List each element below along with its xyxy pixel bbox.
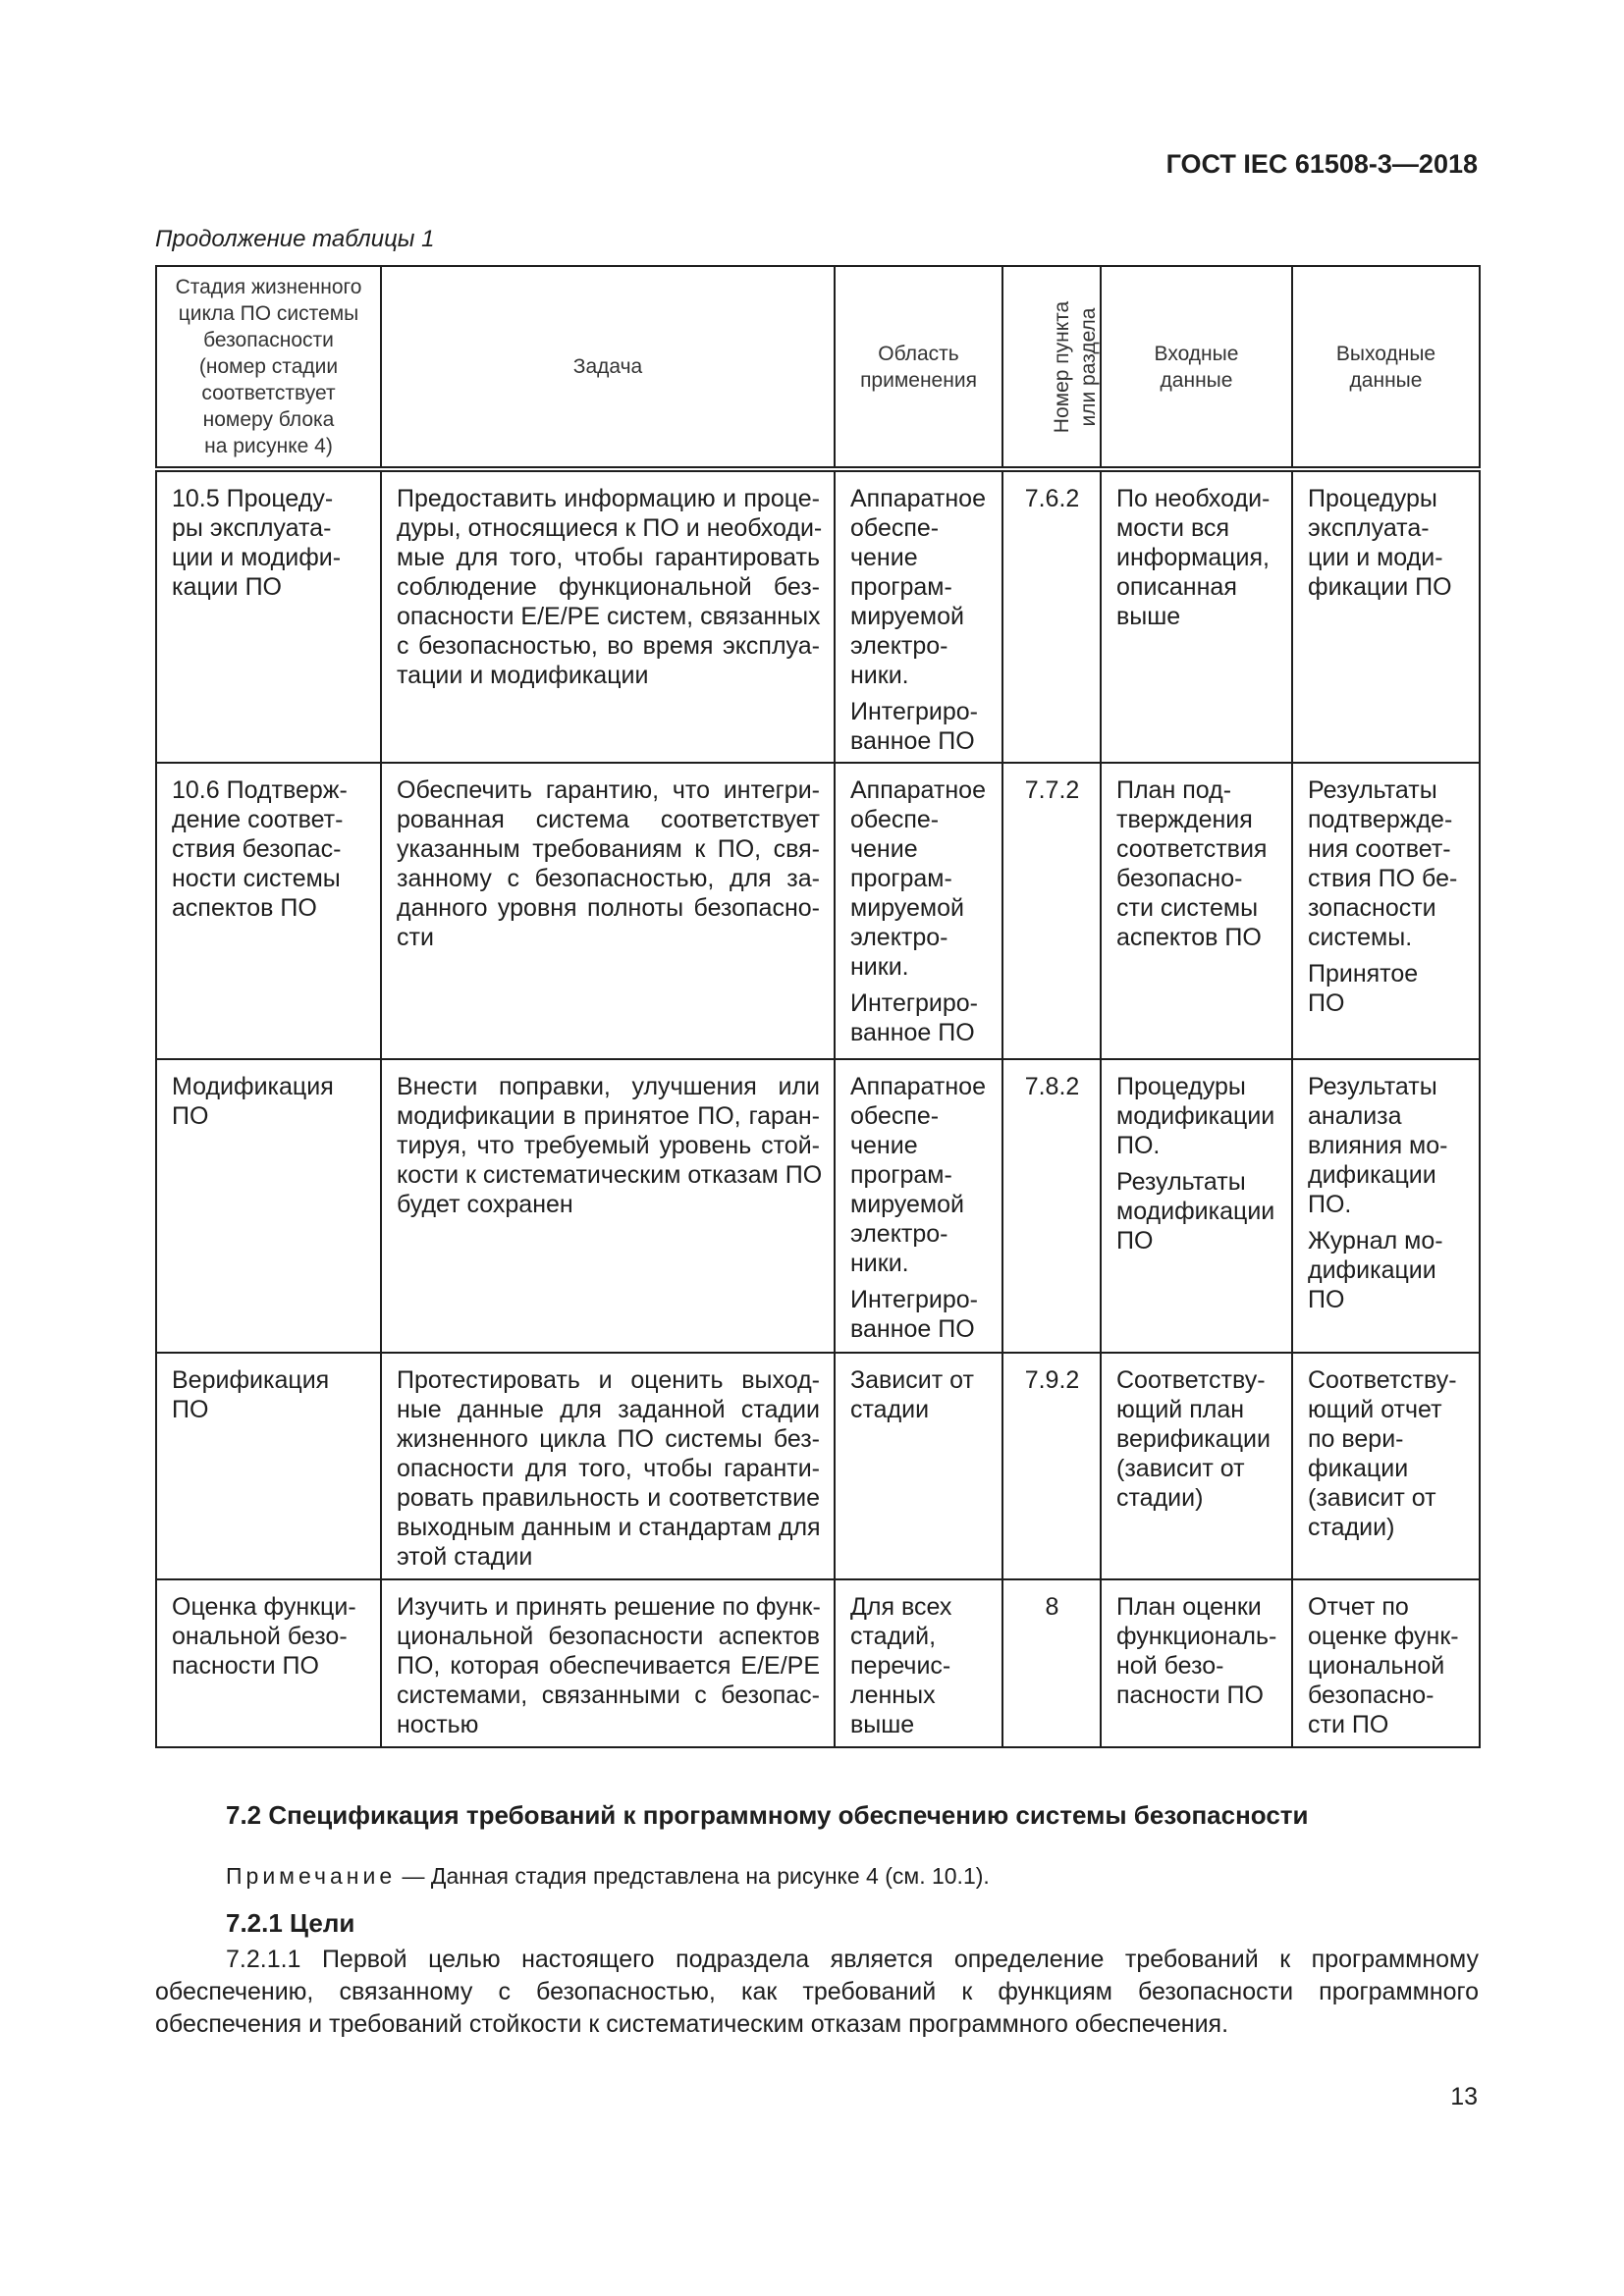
cell-line: стадии) — [1116, 1484, 1204, 1512]
header-line: или раздела — [1077, 307, 1101, 427]
section-heading: 7.2 Спецификация требований к программному обеспечению системы безопасности — [226, 1800, 1309, 1830]
cell-line: аспектов ПО — [1116, 924, 1262, 951]
cell-line: занному с безопасностью, для за- — [397, 865, 820, 892]
cell-line: 10.5 Процеду- — [172, 485, 334, 512]
lifecycle-table — [155, 265, 1481, 1748]
header-line: применения — [860, 368, 977, 392]
cell-line: ники. — [850, 662, 909, 689]
cell-line: Протестировать и оценить выход- — [397, 1366, 820, 1394]
column-header-scope — [835, 266, 1002, 469]
cell-task — [381, 469, 835, 763]
cell-line: програм- — [850, 865, 952, 892]
cell-line: модификации — [1116, 1102, 1275, 1130]
header-line: на рисунке 4) — [204, 435, 333, 457]
cell-line: мируемой — [850, 603, 964, 630]
cell-line: дение соответ- — [172, 806, 344, 833]
cell-line: дуры, относящиеся к ПО и необходи- — [397, 514, 823, 542]
cell-line: фикации ПО — [1308, 573, 1452, 601]
cell-paragraph — [1308, 1072, 1465, 1219]
table-row — [156, 469, 1480, 763]
cell-task — [381, 1059, 835, 1353]
cell-line: ПО — [172, 1396, 209, 1423]
cell-line: Процедуры — [1116, 1073, 1246, 1100]
cell-line: чение — [850, 1132, 918, 1159]
cell-line: 10.6 Подтверж- — [172, 776, 348, 804]
standard-designation: ГОСТ IEC 61508-3—2018 — [1165, 149, 1478, 179]
table-caption: Продолжение таблицы 1 — [155, 226, 435, 252]
cell-line: Аппаратное — [850, 776, 986, 804]
cell-line: Для всех — [850, 1593, 952, 1621]
cell-line: влияния мо- — [1308, 1132, 1448, 1159]
cell-line: информация, — [1116, 544, 1271, 571]
cell-inputs — [1101, 469, 1292, 763]
cell-line: опасности для того, чтобы гаранти- — [397, 1455, 820, 1482]
cell-line: циональной — [1308, 1652, 1445, 1680]
cell-line: По необходи- — [1116, 485, 1271, 512]
cell-paragraph — [1116, 1167, 1277, 1255]
cell-line: тации и модификации — [397, 662, 649, 689]
cell-line: обеспе- — [850, 1102, 940, 1130]
cell-paragraph — [1116, 775, 1277, 952]
cell-line: ванное ПО — [850, 1019, 975, 1046]
column-header-outputs — [1292, 266, 1480, 469]
cell-paragraph — [1308, 1592, 1465, 1739]
cell-line: безопасно- — [1308, 1682, 1435, 1709]
cell-paragraph — [397, 484, 823, 690]
cell-line: тируя, что требуемый уровень стой- — [397, 1132, 820, 1159]
cell-inputs — [1101, 1579, 1292, 1747]
cell-line: дификации — [1308, 1161, 1436, 1189]
cell-paragraph — [1018, 484, 1086, 513]
cell-inputs — [1101, 763, 1292, 1059]
cell-inputs — [1101, 1059, 1292, 1353]
cell-line: соответствия — [1116, 835, 1268, 863]
cell-line: ностью — [397, 1711, 479, 1738]
cell-line: сти системы — [1116, 894, 1259, 922]
cell-paragraph — [850, 1072, 988, 1278]
cell-paragraph — [1116, 1365, 1277, 1513]
cell-line: Аппаратное — [850, 485, 986, 512]
cell-line: (зависит от — [1308, 1484, 1436, 1512]
cell-line: системами, связанными с безопас- — [397, 1682, 820, 1709]
cell-stage — [156, 1353, 381, 1579]
table-row — [156, 1353, 1480, 1579]
cell-paragraph — [397, 775, 820, 952]
cell-clause — [1002, 763, 1101, 1059]
cell-line: стадий, — [850, 1623, 937, 1650]
cell-line: ной безо- — [1116, 1652, 1224, 1680]
cell-line: мируемой — [850, 894, 964, 922]
cell-paragraph — [1116, 1072, 1277, 1160]
header-line: Задача — [572, 355, 643, 378]
cell-paragraph — [172, 484, 366, 602]
cell-line: 7.7.2 — [1024, 776, 1080, 804]
cell-outputs — [1292, 763, 1480, 1059]
cell-clause — [1002, 1353, 1101, 1579]
cell-line: ники. — [850, 1250, 909, 1277]
cell-task — [381, 1579, 835, 1747]
cell-line: ния соответ- — [1308, 835, 1451, 863]
cell-line: дификации — [1308, 1256, 1436, 1284]
cell-scope — [835, 1579, 1002, 1747]
cell-paragraph — [172, 1365, 366, 1424]
cell-line: ПО — [1116, 1227, 1154, 1255]
header-line: Выходные — [1335, 342, 1436, 365]
cell-clause — [1002, 1059, 1101, 1353]
cell-stage — [156, 1579, 381, 1747]
cell-line: этой стадии — [397, 1543, 533, 1571]
cell-line: Соответству- — [1308, 1366, 1457, 1394]
cell-line: перечис- — [850, 1652, 951, 1680]
cell-line: кости к систематическим отказам ПО — [397, 1161, 823, 1189]
header-line: Номер пункта — [1051, 300, 1074, 433]
cell-line: мируемой — [850, 1191, 964, 1218]
cell-line: ленных — [850, 1682, 936, 1709]
cell-line: пасности ПО — [172, 1652, 319, 1680]
header-line: Область — [878, 342, 959, 365]
cell-paragraph — [1116, 1592, 1277, 1710]
header-line: соответствует — [201, 382, 336, 404]
cell-line: Предоставить информацию и проце- — [397, 485, 820, 512]
cell-line: ванное ПО — [850, 727, 975, 755]
column-header-clause — [1002, 266, 1101, 469]
cell-line: 7.8.2 — [1024, 1073, 1080, 1100]
cell-line: функциональ- — [1116, 1623, 1277, 1650]
cell-line: Обеспечить гарантию, что интегри- — [397, 776, 820, 804]
cell-line: Оценка функци- — [172, 1593, 356, 1621]
header-line: Входные — [1154, 342, 1239, 365]
cell-paragraph — [850, 1285, 988, 1344]
cell-clause — [1002, 469, 1101, 763]
cell-line: ники. — [850, 953, 909, 981]
cell-line: чение — [850, 835, 918, 863]
cell-line: 7.6.2 — [1024, 485, 1080, 512]
cell-clause — [1002, 1579, 1101, 1747]
header-line: данные — [1349, 368, 1423, 392]
cell-outputs — [1292, 1059, 1480, 1353]
cell-line: пасности ПО — [1116, 1682, 1264, 1709]
cell-line: сти ПО — [1308, 1711, 1389, 1738]
cell-line: Процедуры — [1308, 485, 1437, 512]
cell-line: Верификация — [172, 1366, 330, 1394]
cell-paragraph — [1308, 1365, 1465, 1542]
cell-line: выше — [1116, 603, 1181, 630]
cell-outputs — [1292, 469, 1480, 763]
cell-line: Принятое — [1308, 960, 1419, 988]
cell-paragraph — [1308, 775, 1465, 952]
cell-line: электро- — [850, 924, 948, 951]
cell-outputs — [1292, 1579, 1480, 1747]
cell-line: Результаты — [1308, 1073, 1437, 1100]
subsection-heading: 7.2.1 Цели — [226, 1908, 355, 1938]
column-header-stage — [156, 266, 381, 469]
cell-paragraph — [1308, 484, 1465, 602]
cell-scope — [835, 763, 1002, 1059]
cell-line: системы. — [1308, 924, 1413, 951]
cell-line: ПО, которая обеспечивается E/E/PE — [397, 1652, 820, 1680]
cell-scope — [835, 469, 1002, 763]
cell-line: ности системы — [172, 865, 341, 892]
cell-scope — [835, 1059, 1002, 1353]
cell-line: ющий отчет — [1308, 1396, 1442, 1423]
cell-line: 8 — [1045, 1593, 1059, 1621]
cell-line: зопасности — [1308, 894, 1436, 922]
table-row — [156, 1059, 1480, 1353]
cell-line: аспектов ПО — [172, 894, 317, 922]
cell-line: Интегриро- — [850, 989, 978, 1017]
cell-line: Соответству- — [1116, 1366, 1266, 1394]
cell-line: План под- — [1116, 776, 1232, 804]
cell-line: данного уровня полноты безопасно- — [397, 894, 820, 922]
cell-line: ствия безопас- — [172, 835, 342, 863]
cell-line: стадии) — [1308, 1514, 1395, 1541]
cell-paragraph — [850, 697, 988, 756]
cell-outputs — [1292, 1353, 1480, 1579]
cell-line: Аппаратное — [850, 1073, 986, 1100]
paragraph-line: 7.2.1.1 Первой целью настоящего подраздела является определение требований к программному — [226, 1946, 1479, 1973]
header-line: цикла ПО системы — [178, 302, 359, 325]
cell-line: ональной безо- — [172, 1623, 348, 1650]
cell-line: ровать правильность и соответствие — [397, 1484, 820, 1512]
header-line: (номер стадии — [198, 355, 339, 378]
table-row — [156, 1579, 1480, 1747]
cell-paragraph — [1116, 484, 1277, 631]
cell-line: фикации — [1308, 1455, 1409, 1482]
cell-line: описанная — [1116, 573, 1237, 601]
cell-line: подтвержде- — [1308, 806, 1453, 833]
cell-paragraph — [1018, 775, 1086, 805]
cell-paragraph — [850, 484, 988, 690]
cell-line: жизненного цикла ПО системы без- — [397, 1425, 820, 1453]
cell-task — [381, 763, 835, 1059]
table-row — [156, 763, 1480, 1059]
cell-line: анализа — [1308, 1102, 1402, 1130]
cell-line: ПО — [172, 1102, 209, 1130]
table-header-row — [156, 266, 1480, 469]
cell-line: безопасно- — [1116, 865, 1243, 892]
cell-line: с безопасностью, во время эксплуа- — [397, 632, 820, 660]
cell-line: ПО — [1308, 1286, 1345, 1313]
cell-line: програм- — [850, 573, 952, 601]
cell-line: 7.9.2 — [1024, 1366, 1080, 1394]
cell-paragraph — [172, 775, 366, 923]
cell-line: Интегриро- — [850, 1286, 978, 1313]
note — [226, 1863, 990, 1890]
cell-line: по вери- — [1308, 1425, 1404, 1453]
cell-line: (зависит от — [1116, 1455, 1245, 1482]
cell-line: модификации — [1116, 1198, 1275, 1225]
cell-line: выше — [850, 1711, 915, 1738]
cell-paragraph — [850, 1365, 988, 1424]
cell-line: обеспе- — [850, 514, 940, 542]
cell-line: Результаты — [1116, 1168, 1246, 1196]
cell-line: ции и модифи- — [172, 544, 342, 571]
cell-paragraph — [1308, 959, 1465, 1018]
column-header-inputs — [1101, 266, 1292, 469]
paragraph-line: обеспечению, связанному с безопасностью, как требований к функциям безопасности программного — [155, 1978, 1479, 2005]
cell-line: Интегриро- — [850, 698, 978, 725]
cell-line: кации ПО — [172, 573, 282, 601]
cell-stage — [156, 469, 381, 763]
cell-line: модификации в принятое ПО, гаран- — [397, 1102, 820, 1130]
column-header-task — [381, 266, 835, 469]
cell-line: стадии — [850, 1396, 930, 1423]
cell-line: Журнал мо- — [1308, 1227, 1443, 1255]
cell-task — [381, 1353, 835, 1579]
cell-paragraph — [1018, 1365, 1086, 1395]
cell-line: ПО — [1308, 989, 1345, 1017]
cell-line: ствия ПО бе- — [1308, 865, 1458, 892]
cell-line: мые для того, чтобы гарантировать — [397, 544, 820, 571]
cell-line: Модификация — [172, 1073, 334, 1100]
cell-line: будет сохранен — [397, 1191, 573, 1218]
page-number: 13 — [1450, 2083, 1478, 2110]
cell-line: указанным требованиям к ПО, свя- — [397, 835, 820, 863]
paragraph — [155, 1944, 1479, 2041]
header-line: безопасности — [203, 329, 334, 351]
cell-paragraph — [397, 1072, 823, 1219]
cell-line: циональной безопасности аспектов — [397, 1623, 820, 1650]
cell-line: ции и моди- — [1308, 544, 1443, 571]
cell-inputs — [1101, 1353, 1292, 1579]
cell-line: соблюдение функциональной без- — [397, 573, 820, 601]
cell-paragraph — [1018, 1072, 1086, 1101]
cell-line: рованная система соответствует — [397, 806, 820, 833]
cell-line: чение — [850, 544, 918, 571]
cell-paragraph — [850, 1592, 988, 1739]
cell-line: ванное ПО — [850, 1315, 975, 1343]
header-line: номеру блока — [202, 408, 335, 431]
cell-line: ры эксплуата- — [172, 514, 332, 542]
cell-scope — [835, 1353, 1002, 1579]
cell-line: ПО. — [1308, 1191, 1352, 1218]
cell-line: Отчет по — [1308, 1593, 1409, 1621]
cell-line: Результаты — [1308, 776, 1437, 804]
cell-line: Зависит от — [850, 1366, 974, 1394]
cell-paragraph — [1018, 1592, 1086, 1622]
cell-paragraph — [850, 775, 988, 982]
cell-paragraph — [850, 988, 988, 1047]
cell-line: Изучить и принять решение по функ- — [397, 1593, 821, 1621]
cell-line: ные данные для заданной стадии — [397, 1396, 820, 1423]
header-line: данные — [1160, 368, 1233, 392]
cell-line: оценке функ- — [1308, 1623, 1459, 1650]
cell-paragraph — [397, 1365, 820, 1572]
note-text: — Данная стадия представлена на рисунке 4 (см. 10.1). — [396, 1863, 990, 1889]
cell-line: План оценки — [1116, 1593, 1262, 1621]
cell-line: выходным данным и стандартам для — [397, 1514, 821, 1541]
cell-line: эксплуата- — [1308, 514, 1430, 542]
cell-line: сти — [397, 924, 434, 951]
cell-line: ющий план — [1116, 1396, 1245, 1423]
header-line: Стадия жизненного — [175, 276, 362, 298]
cell-line: электро- — [850, 1220, 948, 1248]
cell-paragraph — [397, 1592, 820, 1739]
cell-line: тверждения — [1116, 806, 1253, 833]
cell-paragraph — [172, 1592, 366, 1681]
cell-line: Внести поправки, улучшения или — [397, 1073, 820, 1100]
cell-stage — [156, 763, 381, 1059]
cell-line: мости вся — [1116, 514, 1229, 542]
cell-paragraph — [1308, 1226, 1465, 1314]
cell-line: програм- — [850, 1161, 952, 1189]
cell-line: электро- — [850, 632, 948, 660]
paragraph-line: обеспечения и требований стойкости к систематическим отказам программного обеспечения. — [155, 2010, 1229, 2038]
cell-line: опасности E/E/PE систем, связанных — [397, 603, 821, 630]
cell-paragraph — [172, 1072, 366, 1131]
cell-stage — [156, 1059, 381, 1353]
cell-line: обеспе- — [850, 806, 940, 833]
note-label: Примечание — [226, 1863, 397, 1889]
cell-line: ПО. — [1116, 1132, 1161, 1159]
cell-line: верификации — [1116, 1425, 1271, 1453]
